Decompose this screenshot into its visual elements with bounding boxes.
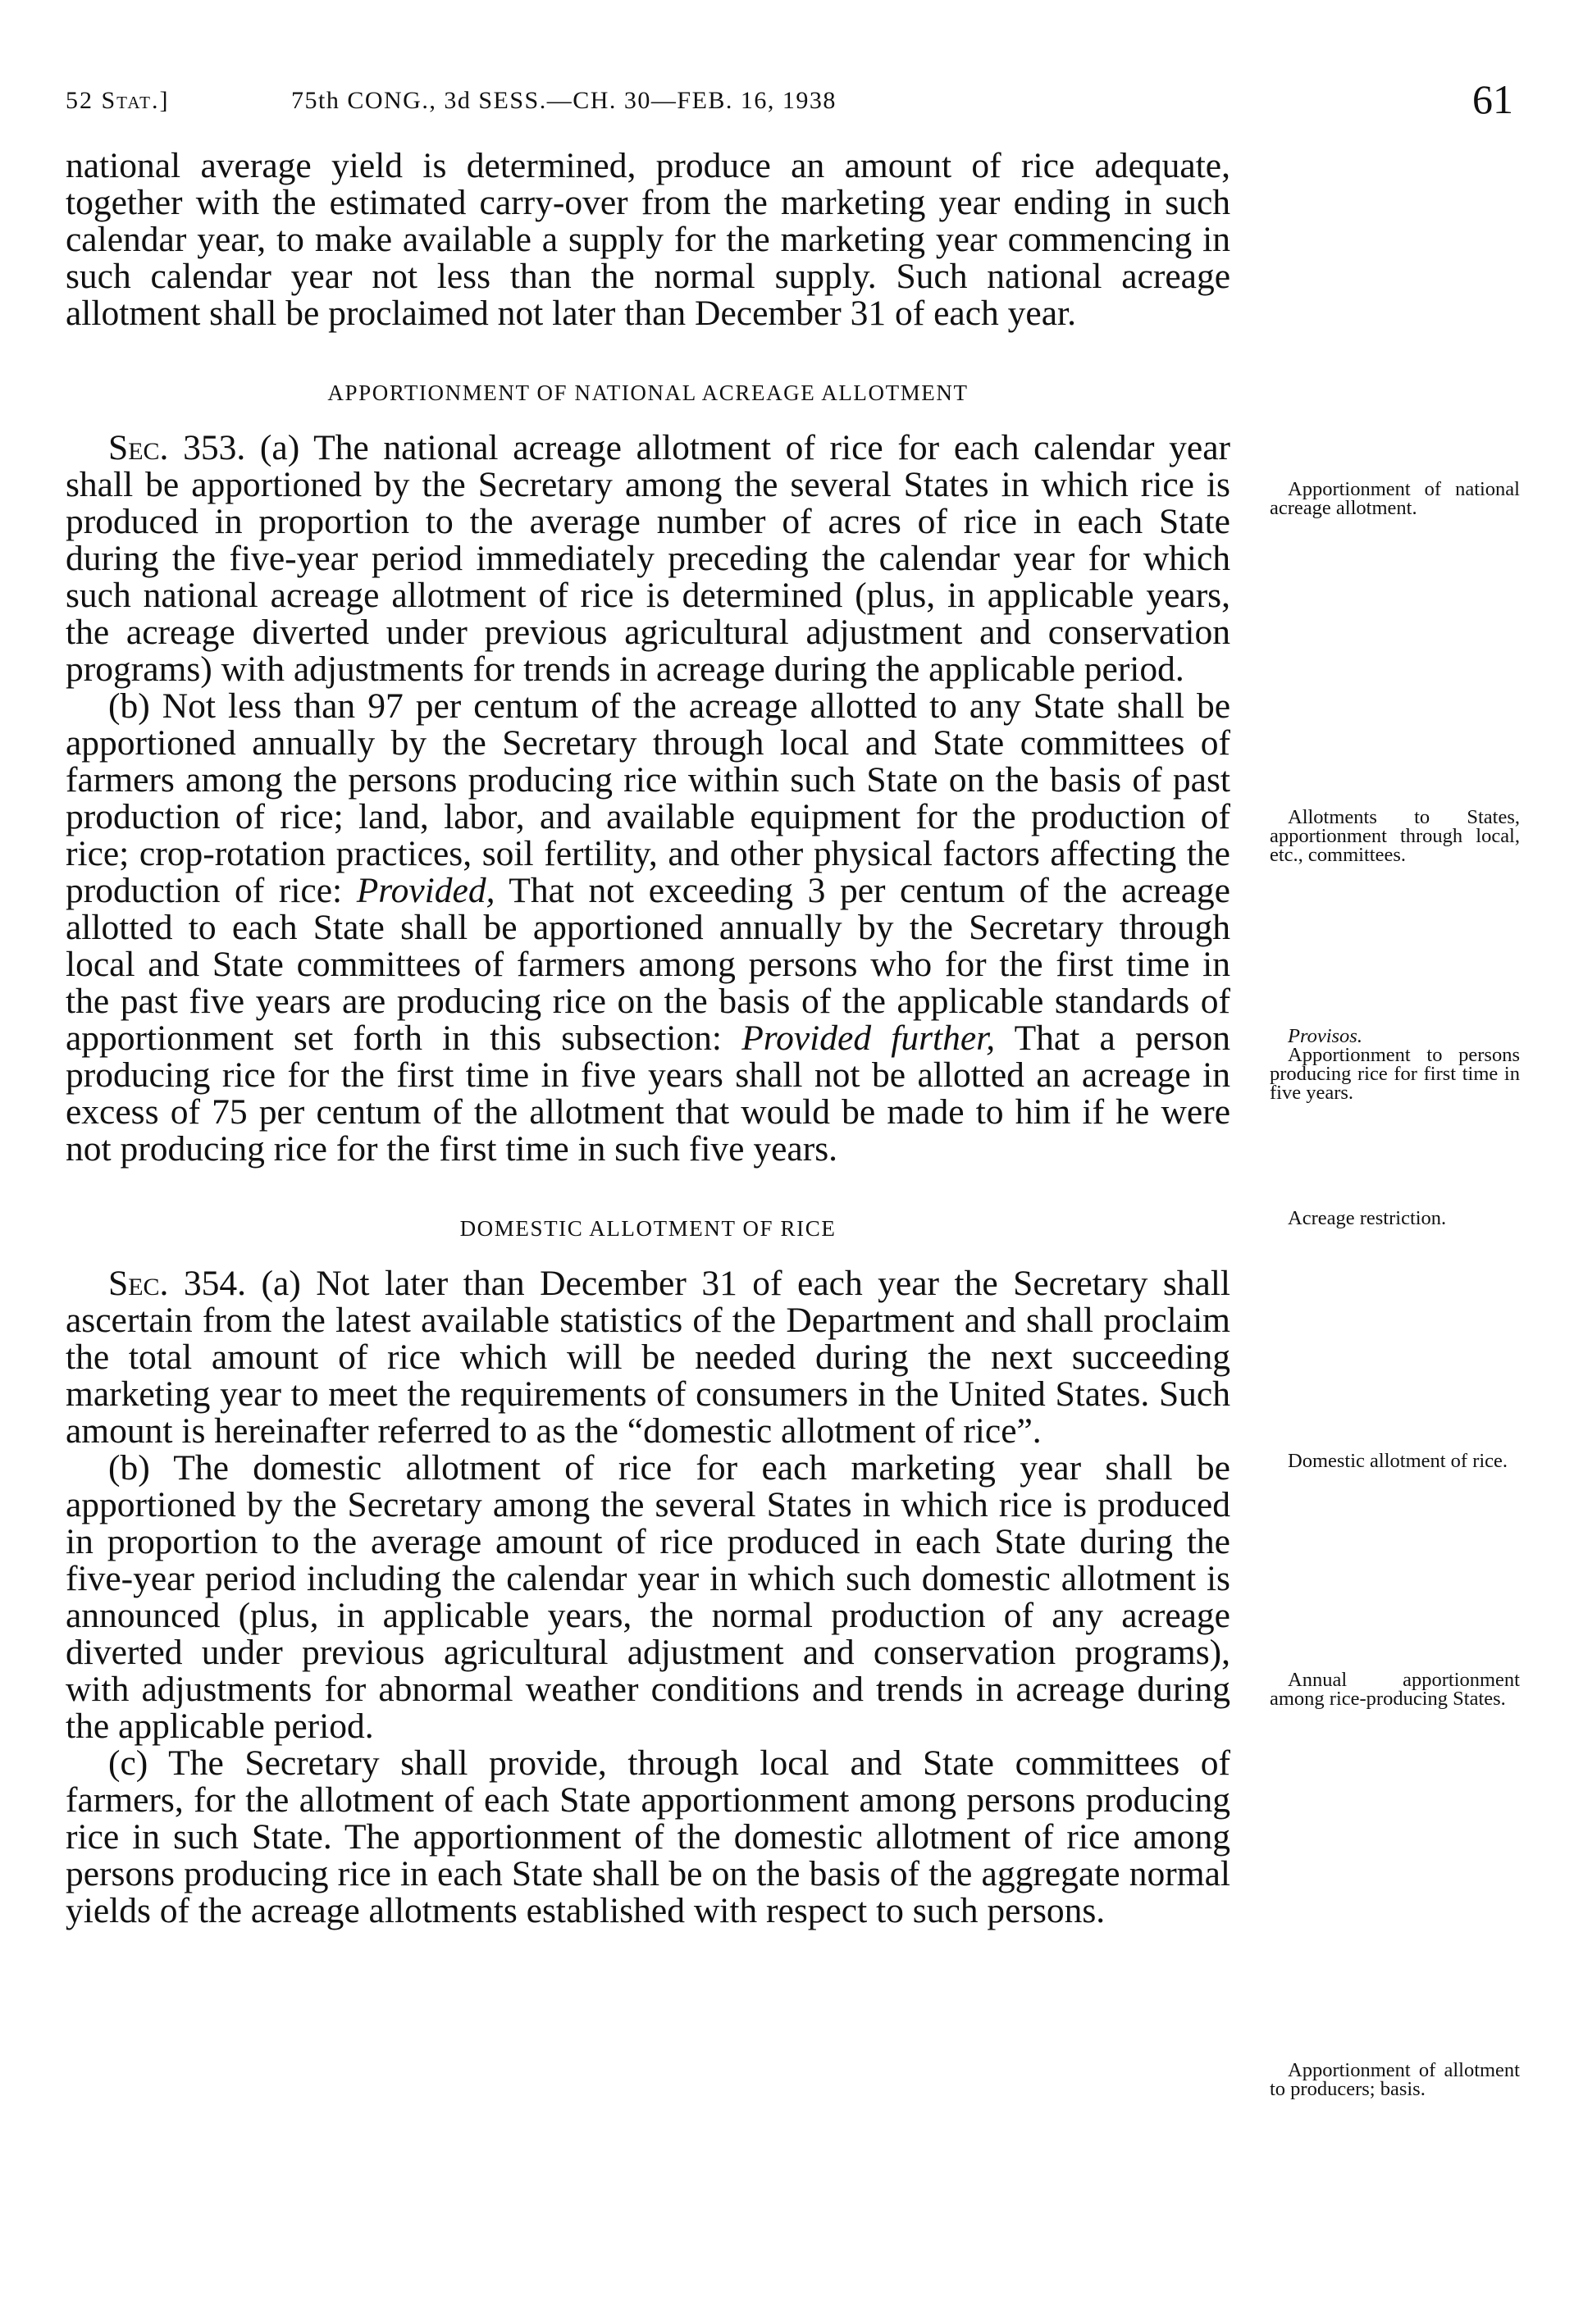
- margin-note-acreage-restriction: Acreage restriction.: [1288, 1207, 1447, 1229]
- margin-note-allotments-to-states: Allotments to States, apportionment through local, etc., committees.: [1270, 806, 1520, 866]
- margin-note-provisos: Provisos.: [1288, 1025, 1362, 1047]
- section-353-label: Sec. 353.: [108, 428, 246, 467]
- intro-paragraph: national average yield is determined, produce an amount of rice adequate, together with the estimated carry-over from the marketing year ending in such calendar year, to make available a supply for the marketing year commencing in such calendar year not less than the normal supply. Such national acreage allotment shall be proclaimed not later than December 31 of each year.: [66, 146, 1230, 333]
- section-353-heading: APPORTIONMENT OF NATIONAL ACREAGE ALLOTMENT: [327, 380, 969, 405]
- session-line: 75th CONG., 3d SESS.—CH. 30—FEB. 16, 1938: [291, 87, 837, 114]
- margin-note-annual-apportionment: Annual apportionment among rice-producing States.: [1270, 1669, 1520, 1710]
- main-text-column: [66, 148, 1230, 1930]
- section-353-a-text: (a) The national acreage allotment of rice for each calendar year shall be apportioned by the Secretary among the several States in which rice is produced in proportion to the average number of acres of rice in each State during the five-year period immediately preceding the calendar year for which such national acreage allotment of rice is determined (plus, in applicable years, the acreage diverted under previous agricultural adjustment and conservation programs) with adjustments for trends in acreage during the applicable period.: [66, 428, 1231, 689]
- section-354-c: (c) The Secretary shall provide, through local and State committees of farmers, for the allotment of each State apportionment among persons producing rice in such State. The apportionment of the domestic allotment of rice among persons producing rice in each State shall be on the basis of the aggregate normal yields of the acreage allotments established with respect to such persons.: [66, 1743, 1230, 1930]
- section-354-a: [66, 1265, 1230, 1450]
- section-353-a: [66, 430, 1230, 688]
- provided-further-term: Provided further,: [741, 1018, 996, 1058]
- section-353-b: [66, 688, 1230, 1168]
- margin-note-domestic-allotment: Domestic allotment of rice.: [1288, 1450, 1508, 1472]
- margin-note-first-time-producers: Apportionment to persons producing rice for first time in five years.: [1270, 1044, 1520, 1104]
- running-header: [66, 75, 1513, 133]
- section-353-b-text-2: That not exceeding 3 per centum of the acreage allotted to each State shall be apportioned annually by the Secretary through local and State committees of farmers among persons who for the first time in the past five years are producing rice on the basis of the applicable standards of apportionment set forth in this subsection:: [66, 871, 1230, 1058]
- section-354-a-text: (a) Not later than December 31 of each year the Secretary shall ascertain from the latest available statistics of the Department and shall proclaim the total amount of rice which will be needed during the next succeeding marketing year to meet the requirements of consumers in the United States. Such amount is hereinafter referred to as the “domestic allotment of rice”.: [66, 1264, 1230, 1451]
- page-number: 61: [1472, 76, 1513, 122]
- margin-note-allotment-to-producers: Apportionment of allotment to producers; basis.: [1270, 2059, 1520, 2100]
- section-353-b-text-3: That a person producing rice for the first time in five years shall not be allotted an acreage in excess of 75 per centum of the allotment that would be made to him if he were not producing rice for the first time in such five years.: [66, 1018, 1230, 1169]
- section-354-label: Sec. 354.: [108, 1264, 247, 1303]
- section-354-b: (b) The domestic allotment of rice for each marketing year shall be apportioned by the Secretary among the several States in which rice is produced in proportion to the average amount of rice produced in each State during the five-year period including the calendar year in which such domestic allotment is announced (plus, in applicable years, the normal production of any acreage diverted under previous agricultural adjustment and conservation programs), with adjustments for abnormal weather conditions and trends in acreage during the applicable period.: [66, 1448, 1230, 1746]
- section-354-heading: DOMESTIC ALLOTMENT OF RICE: [459, 1216, 837, 1241]
- section-353-b-text-1: (b) Not less than 97 per centum of the acreage allotted to any State shall be apportioned annually by the Secretary through local and State committees of farmers among the persons producing rice within such State on the basis of past production of rice; land, labor, and available equipment for the production of rice; crop-rotation practices, soil fertility, and other physical factors affecting the production of rice:: [66, 686, 1230, 910]
- provided-term: Provided,: [356, 871, 495, 910]
- margin-note-apportionment-national: Apportionment of national acreage allotment.: [1270, 478, 1520, 519]
- statute-reference: 52 Stat.]: [66, 87, 170, 114]
